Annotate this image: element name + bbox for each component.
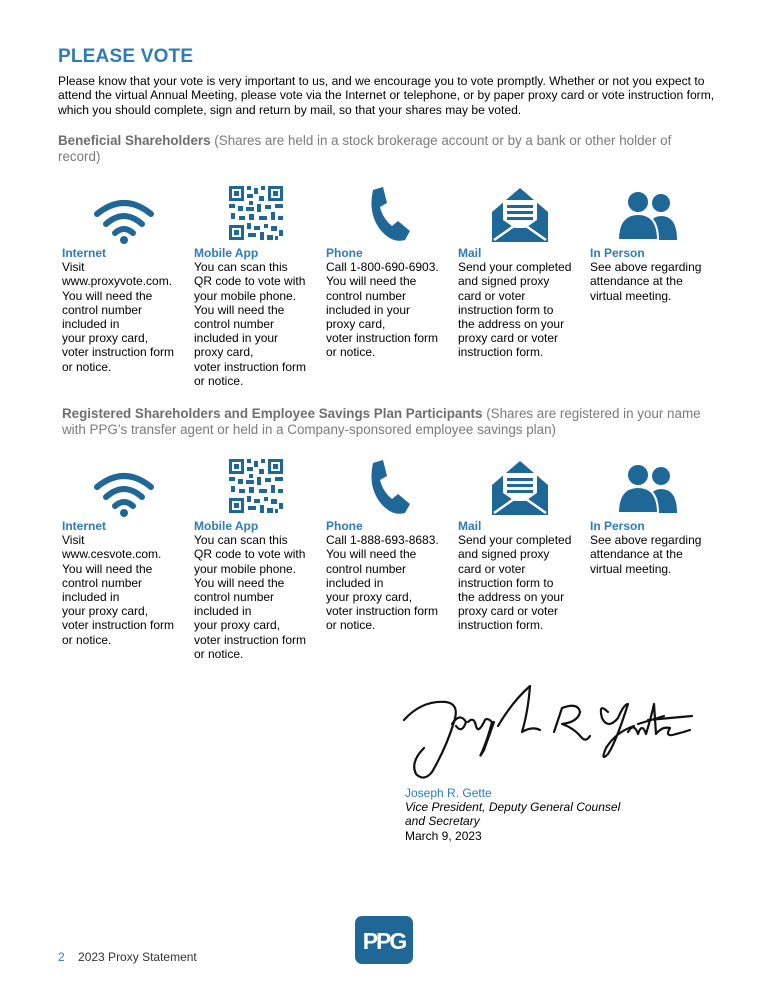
qr-code-icon: [229, 459, 283, 513]
registered-icons: [62, 459, 722, 519]
method-text: You can scan this QR code to vote with your mobile phone. You will need the control number included in your proxy card, voter instruction form or notice.: [194, 260, 307, 388]
method-label: Phone: [326, 519, 363, 533]
registered-subtitle: (Shares are registered in your name with PPG’s transfer agent or held in a Company-sponsored employee savings plan): [62, 406, 701, 437]
page-number: 2: [58, 950, 65, 964]
method-text: See above regarding attendance at the virtual meeting.: [590, 533, 702, 576]
registered-in-person: [590, 519, 716, 576]
beneficial-in-person: [590, 246, 716, 303]
method-text: Call 1-888-693-8683. You will need the control number included in your proxy card, voter instruction form or notice.: [326, 533, 439, 633]
method-label: In Person: [590, 519, 645, 533]
beneficial-heading: [58, 133, 698, 164]
page-title: PLEASE VOTE: [58, 46, 194, 67]
qr-code-icon: [229, 186, 283, 240]
footer-label: 2023 Proxy Statement: [78, 950, 197, 964]
people-icon: [617, 190, 679, 240]
signer-block: [405, 786, 620, 843]
method-label: Internet: [62, 519, 107, 533]
method-text: Call 1-800-690-6903. You will need the control number included in your proxy card, voter instruction form or notice.: [326, 260, 439, 360]
method-label: Phone: [326, 246, 363, 260]
registered-phone: [326, 519, 452, 633]
beneficial-subtitle: (Shares are held in a stock brokerage account or by a bank or other holder of record): [58, 133, 672, 164]
signer-name: Joseph R. Gette: [405, 786, 492, 800]
registered-heading: [62, 406, 702, 437]
mail-icon: [492, 461, 548, 515]
ppg-logo-text: PPG: [362, 928, 406, 954]
registered-mail: [458, 519, 584, 633]
wifi-icon: [94, 198, 154, 244]
registered-mobile-app: [194, 519, 320, 661]
beneficial-mail: [458, 246, 584, 360]
beneficial-icons: [62, 186, 722, 246]
page-footer: [58, 950, 197, 964]
method-text: Send your completed and signed proxy card or voter instruction form to the address on your proxy card or voter instruction form.: [458, 533, 572, 633]
phone-icon: [367, 459, 411, 517]
method-text: See above regarding attendance at the virtual meeting.: [590, 260, 702, 303]
registered-title: Registered Shareholders and Employee Savings Plan Participants: [62, 406, 483, 421]
method-text: You can scan this QR code to vote with your mobile phone. You will need the control number included in your proxy card, voter instruction form or notice.: [194, 533, 307, 661]
beneficial-title: Beneficial Shareholders: [58, 133, 211, 148]
beneficial-mobile-app: [194, 246, 320, 388]
method-text: Send your completed and signed proxy card or voter instruction form to the address on your proxy card or voter instruction form.: [458, 260, 572, 360]
registered-internet: [62, 519, 188, 647]
method-label: Mail: [458, 246, 482, 260]
method-text: Visit www.proxyvote.com. You will need the control number included in your proxy card, voter instruction form or notice.: [62, 260, 175, 374]
phone-icon: [367, 186, 411, 244]
method-label: Mobile App: [194, 519, 259, 533]
signer-title: Vice President, Deputy General Counsel and Secretary: [405, 800, 621, 829]
intro-paragraph: Please know that your vote is very important to us, and we encourage you to vote promptly. Whether or not you expect to attend the virtual Annual Meeting, please vote via the Internet or telephone, or by paper proxy card or vote instruction form, which you should complete, sign and return by mail, so that your shares may be voted.: [58, 74, 715, 117]
method-label: Internet: [62, 246, 107, 260]
beneficial-phone: [326, 246, 452, 360]
ppg-logo: [355, 916, 413, 964]
handwritten-signature: [402, 682, 702, 782]
method-label: Mail: [458, 519, 482, 533]
method-label: In Person: [590, 246, 645, 260]
people-icon: [617, 463, 679, 513]
beneficial-internet: [62, 246, 188, 374]
method-text: Visit www.cesvote.com. You will need the control number included in your proxy card, voter instruction form or notice.: [62, 533, 175, 647]
method-label: Mobile App: [194, 246, 259, 260]
wifi-icon: [94, 471, 154, 517]
signature-date: March 9, 2023: [405, 828, 482, 843]
mail-icon: [492, 188, 548, 242]
